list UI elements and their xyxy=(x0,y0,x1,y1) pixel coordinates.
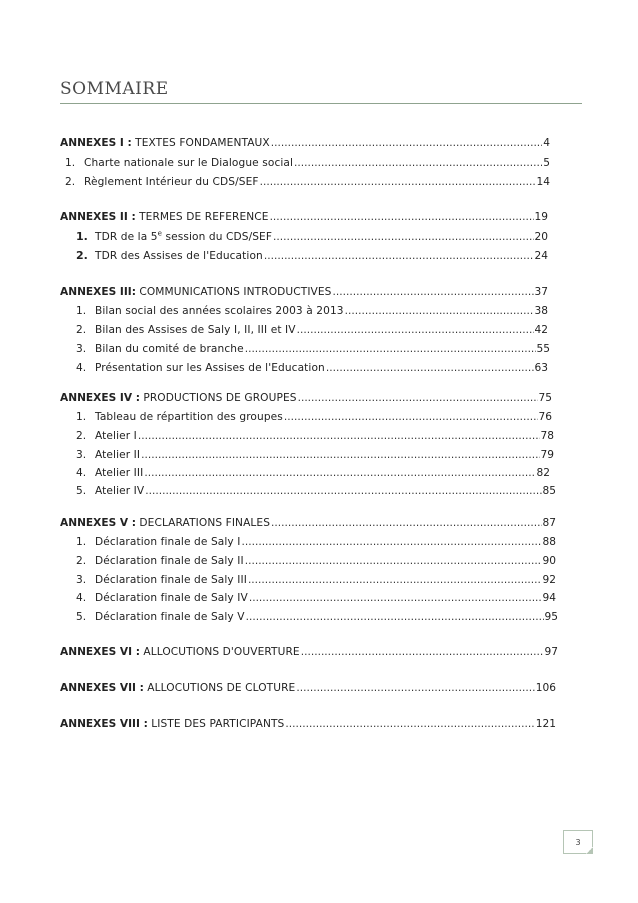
toc-page-number: 87 xyxy=(542,517,556,529)
leader-dots xyxy=(144,466,535,480)
toc-page-number: 90 xyxy=(542,555,556,567)
leader-dots xyxy=(270,210,534,224)
toc-item-text: Atelier II xyxy=(95,449,141,461)
toc-page-number: 95 xyxy=(544,611,558,623)
toc-page-number: 79 xyxy=(540,449,554,461)
toc-section-text: TEXTES FONDAMENTAUX xyxy=(135,137,270,149)
leader-dots xyxy=(264,249,534,263)
toc-section-annexes-ii[interactable] xyxy=(60,210,548,224)
toc-item-text: Atelier IV xyxy=(95,485,145,497)
toc-item-number: 2. xyxy=(76,249,88,262)
toc-page-number: 75 xyxy=(538,392,552,404)
toc-section-head: ANNEXES II : xyxy=(60,211,136,223)
toc-page-number: 76 xyxy=(538,411,552,423)
leader-dots xyxy=(271,516,541,530)
toc-item-number: 2. xyxy=(76,324,87,336)
toc-item-number: 4. xyxy=(76,592,87,604)
leader-dots xyxy=(260,175,536,189)
toc-item[interactable] xyxy=(76,610,558,624)
toc-section-head: ANNEXES V : xyxy=(60,517,137,529)
toc-item-text: Tableau de répartition des groupes xyxy=(95,411,283,423)
leader-dots xyxy=(345,304,534,318)
toc-item[interactable] xyxy=(76,410,552,424)
toc-section-text: ALLOCUTIONS DE CLOTURE xyxy=(147,682,296,694)
toc-section-annexes-vii[interactable] xyxy=(60,681,556,695)
toc-page-number: 38 xyxy=(534,305,548,317)
toc-page-number: 42 xyxy=(534,324,548,336)
page-title: SOMMAIRE xyxy=(60,79,169,99)
toc-item-number: 3. xyxy=(76,574,87,586)
leader-dots xyxy=(326,361,534,375)
toc-item-number: 1. xyxy=(76,536,87,548)
toc-item-number: 2. xyxy=(76,430,87,442)
toc-item[interactable] xyxy=(76,484,556,498)
leader-dots xyxy=(141,448,539,462)
toc-section-head: ANNEXES I : xyxy=(60,137,132,149)
toc-section-annexes-v[interactable] xyxy=(60,516,556,530)
leader-dots xyxy=(273,230,533,244)
toc-item[interactable] xyxy=(76,466,550,480)
toc-item[interactable] xyxy=(76,573,556,587)
toc-page-number: 5 xyxy=(543,157,550,169)
toc-item-text: Déclaration finale de Saly V xyxy=(95,611,245,623)
toc-item-text: Atelier III xyxy=(95,467,144,479)
toc-page-number: 85 xyxy=(542,485,556,497)
leader-dots xyxy=(284,410,538,424)
leader-dots xyxy=(297,323,534,337)
toc-item-text: Présentation sur les Assises de l'Education xyxy=(95,362,325,374)
toc-section-text: LISTE DES PARTICIPANTS xyxy=(151,718,285,730)
leader-dots xyxy=(138,429,540,443)
toc-section-annexes-vi[interactable] xyxy=(60,645,558,659)
toc-page-number: 88 xyxy=(542,536,556,548)
toc-section-annexes-i[interactable] xyxy=(60,136,550,150)
toc-section-annexes-iv[interactable] xyxy=(60,391,552,405)
toc-page-number: 97 xyxy=(544,646,558,658)
toc-item[interactable] xyxy=(65,175,550,189)
toc-item[interactable] xyxy=(76,249,548,263)
toc-section-text: TERMES DE REFERENCE xyxy=(139,211,269,223)
page-number: 3 xyxy=(575,837,581,847)
leader-dots xyxy=(301,645,544,659)
toc-section-head: ANNEXES VI : xyxy=(60,646,140,658)
toc-item-text: Règlement Intérieur du CDS/SEF xyxy=(84,176,259,188)
toc-item-text: TDR des Assises de l'Education xyxy=(95,250,263,262)
leader-dots xyxy=(145,484,541,498)
toc-item[interactable] xyxy=(76,361,548,375)
toc-item-number: 1. xyxy=(76,411,87,423)
toc-item[interactable] xyxy=(76,535,556,549)
toc-item-number: 3. xyxy=(76,343,87,355)
toc-item-number: 2. xyxy=(65,176,76,188)
toc-item[interactable] xyxy=(65,156,550,170)
toc-item-number: 2. xyxy=(76,555,87,567)
leader-dots xyxy=(296,681,534,695)
toc-item-text: TDR de la 5e session du CDS/SEF xyxy=(95,229,273,243)
toc-item-text: Déclaration finale de Saly I xyxy=(95,536,241,548)
leader-dots xyxy=(298,391,538,405)
toc-item-text: Charte nationale sur le Dialogue social xyxy=(84,157,294,169)
leader-dots xyxy=(245,342,536,356)
toc-section-head: ANNEXES III: xyxy=(60,286,136,298)
toc-section-text: COMMUNICATIONS INTRODUCTIVES xyxy=(139,286,332,298)
toc-item[interactable] xyxy=(76,448,554,462)
toc-item-text: Bilan des Assises de Saly I, II, III et IV xyxy=(95,324,296,336)
leader-dots xyxy=(245,554,542,568)
toc-item[interactable] xyxy=(76,323,548,337)
toc-item-number: 4. xyxy=(76,362,87,374)
toc-item-number: 3. xyxy=(76,449,87,461)
toc-item-number: 1. xyxy=(76,305,87,317)
toc-item-text: Bilan social des années scolaires 2003 à 2013 xyxy=(95,305,344,317)
toc-item[interactable] xyxy=(76,230,548,244)
leader-dots xyxy=(248,573,542,587)
toc-item-number: 5. xyxy=(76,611,87,623)
toc-page-number: 55 xyxy=(536,343,550,355)
toc-page-number: 121 xyxy=(535,718,556,730)
toc-item-text: Déclaration finale de Saly III xyxy=(95,574,247,586)
leader-dots xyxy=(285,717,534,731)
toc-item[interactable] xyxy=(76,554,556,568)
toc-page-number: 4 xyxy=(543,137,550,149)
toc-section-text: DECLARATIONS FINALES xyxy=(139,517,271,529)
title-underline xyxy=(60,103,582,104)
toc-section-annexes-iii[interactable] xyxy=(60,285,548,299)
toc-item-number: 4. xyxy=(76,467,87,479)
toc-page-number: 94 xyxy=(542,592,556,604)
toc-item-text: Déclaration finale de Saly IV xyxy=(95,592,248,604)
toc-item[interactable] xyxy=(76,304,548,318)
toc-section-annexes-viii[interactable] xyxy=(60,717,556,731)
toc-page-number: 63 xyxy=(534,362,548,374)
toc-item[interactable] xyxy=(76,342,550,356)
toc-item-text: Atelier I xyxy=(95,430,137,442)
leader-dots xyxy=(294,156,542,170)
leader-dots xyxy=(241,535,541,549)
toc-page-number: 78 xyxy=(540,430,554,442)
toc-page-number: 82 xyxy=(536,467,550,479)
leader-dots xyxy=(246,610,544,624)
toc-item-number: 1. xyxy=(65,157,76,169)
toc-page-number: 24 xyxy=(534,250,548,262)
toc-section-head: ANNEXES VII : xyxy=(60,682,144,694)
toc-item-number: 5. xyxy=(76,485,87,497)
leader-dots xyxy=(333,285,534,299)
page-number-box xyxy=(563,830,593,854)
toc-page-number: 37 xyxy=(534,286,548,298)
toc-page-number: 20 xyxy=(534,231,548,243)
leader-dots xyxy=(249,591,542,605)
toc-item-number: 1. xyxy=(76,230,88,243)
toc-section-text: ALLOCUTIONS D'OUVERTURE xyxy=(143,646,300,658)
leader-dots xyxy=(271,136,542,150)
toc-section-head: ANNEXES VIII : xyxy=(60,718,148,730)
toc-page-number: 92 xyxy=(542,574,556,586)
folded-corner xyxy=(586,847,593,854)
toc-item[interactable] xyxy=(76,591,556,605)
toc-page-number: 19 xyxy=(534,211,548,223)
toc-section-text: PRODUCTIONS DE GROUPES xyxy=(143,392,297,404)
toc-item-text: Bilan du comité de branche xyxy=(95,343,244,355)
toc-page-number: 14 xyxy=(536,176,550,188)
toc-section-head: ANNEXES IV : xyxy=(60,392,140,404)
toc-item-text: Déclaration finale de Saly II xyxy=(95,555,244,567)
toc-item[interactable] xyxy=(76,429,554,443)
toc-page-number: 106 xyxy=(535,682,556,694)
